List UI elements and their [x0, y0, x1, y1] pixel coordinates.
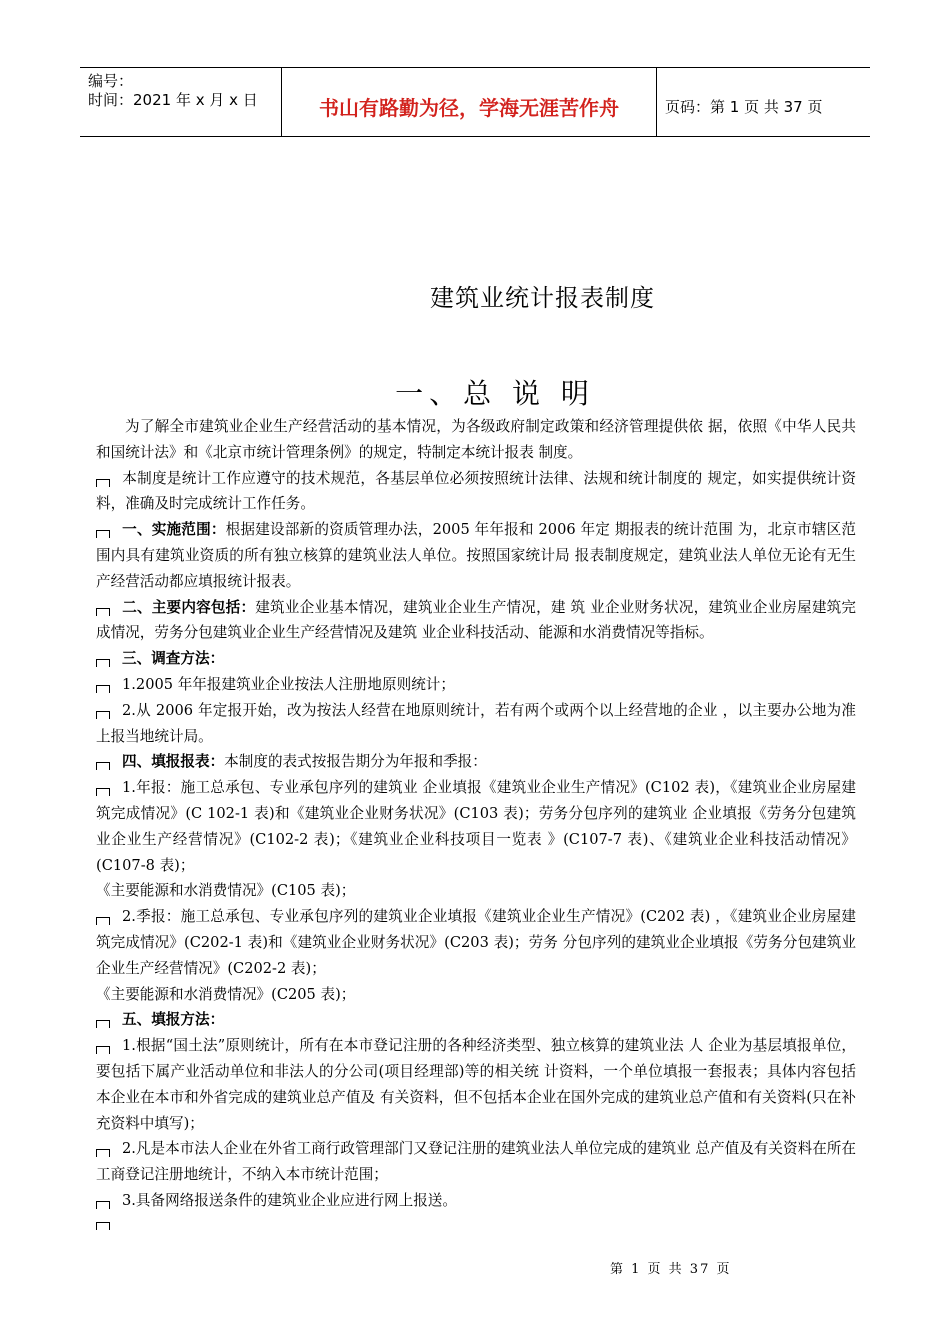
paragraph-marker-icon	[96, 608, 110, 616]
paragraph-marker-icon	[96, 685, 110, 693]
header-motto: 书山有路勤为径，学海无涯苦作舟	[282, 68, 657, 136]
paragraph-label: 二、主要内容包括：	[122, 598, 256, 616]
paragraph-text: 2.季报：施工总承包、专业承包序列的建筑业企业填报《建筑业企业生产情况》(C202 表) ，《建筑业企业房屋建筑完成情况》(C202-1 表)和《建筑业企业财务状况》(C203 表)；劳务 分包序列的建筑业企业填报《劳务分包建筑业企业生产经营情况》(C202-2 表)；	[96, 908, 856, 977]
paragraph	[96, 904, 856, 981]
paragraph-text: 1.年报：施工总承包、专业承包序列的建筑业 企业填报《建筑业企业生产情况》(C102 表)，《建筑业企业房屋建筑完成情况》(C 102-1 表)和《建筑业企业财务状况》(C103 表)；劳务分包序列的建筑业 企业填报《劳务分包建筑业企业生产经营情况》(C102-2 表)；《建筑业企业科技项目一览表 》(C107-7 表)、《建筑业企业科技活动情况》(C107-8 表)；	[96, 779, 856, 874]
paragraph-marker-icon	[96, 1201, 110, 1209]
header-meta	[80, 68, 282, 136]
paragraph-label: 三、调查方法：	[122, 650, 225, 668]
document-title: 建筑业统计报表制度	[430, 284, 655, 312]
paragraph	[96, 1188, 856, 1214]
paragraph-text: 建筑业企业基本情况，建筑业企业生产情况，建 筑 业企业财务状况，建筑业企业房屋建筑完成情况，劳务分包建筑业企业生产经营情况及建筑 业企业科技活动、能源和水消费情况等指标。	[96, 598, 856, 642]
page-footer: 第 1 页 共 37 页	[610, 1262, 732, 1277]
paragraph-marker-icon	[96, 1046, 110, 1054]
paragraph	[96, 466, 856, 518]
paragraph-label: 五、填报方法：	[122, 1011, 225, 1029]
paragraph	[96, 1136, 856, 1188]
paragraph-marker-icon	[96, 711, 110, 719]
paragraph	[96, 517, 856, 594]
paragraph	[96, 1007, 856, 1033]
paragraph-text: 3.具备网络报送条件的建筑业企业应进行网上报送。	[122, 1191, 457, 1209]
paragraph	[96, 698, 856, 750]
document-number-label: 编号：	[88, 72, 134, 90]
page-header	[80, 67, 870, 137]
paragraph	[96, 749, 856, 775]
paragraph-text: 2.从 2006 年定报开始，改为按法人经营在地原则统计，若有两个或两个以上经营地的企业 ，以主要办公地为准上报当地统计局。	[96, 701, 856, 745]
paragraph	[96, 775, 856, 878]
paragraph	[96, 595, 856, 647]
paragraph-text: 2.凡是本市法人企业在外省工商行政管理部门又登记注册的建筑业法人单位完成的建筑业 总产值及有关资料在所在工商登记注册地统计，不纳入本市统计范围；	[96, 1140, 856, 1184]
paragraph-label: 四、填报报表：	[122, 753, 225, 771]
document-body	[96, 414, 856, 1214]
paragraph-text: 1.2005 年年报建筑业企业按法人注册地原则统计；	[122, 675, 455, 693]
paragraph	[96, 414, 856, 466]
paragraph-text: 本制度的表式按报告期分为年报和季报：	[224, 753, 487, 771]
paragraph-marker-icon	[96, 530, 110, 538]
paragraph-text: 根据建设部新的资质管理办法，2005 年年报和 2006 年定 期报表的统计范围 为，北京市辖区范围内具有建筑业资质的所有独立核算的建筑业法人单位。按照国家统计局 报表制度规定，建筑业法人单位无论有无生产经营活动都应填报统计报表。	[96, 521, 856, 590]
paragraph-marker-icon	[96, 659, 110, 667]
paragraph	[96, 878, 856, 904]
paragraph-marker-icon	[96, 1222, 110, 1230]
paragraph-text: 《主要能源和水消费情况》(C105 表)；	[96, 882, 356, 900]
paragraph-text: 为了解全市建筑业企业生产经营活动的基本情况，为各级政府制定政策和经济管理提供依 据，依照《中华人民共和国统计法》和《北京市统计管理条例》的规定，特制定本统计报表 制度。	[96, 418, 856, 461]
header-page-code: 页码：第 1 页 共 37 页	[665, 97, 823, 116]
paragraph	[96, 646, 856, 672]
paragraph-marker-icon	[96, 788, 110, 796]
paragraph-label: 一、实施范围：	[122, 521, 226, 539]
paragraph	[96, 982, 856, 1008]
paragraph	[96, 672, 856, 698]
document-time: 时间：2021 年 x 月 x 日	[88, 91, 258, 109]
paragraph	[96, 1033, 856, 1136]
paragraph-marker-icon	[96, 917, 110, 925]
paragraph-text: 《主要能源和水消费情况》(C205 表)；	[96, 985, 356, 1003]
paragraph-text: 1.根据“国土法”原则统计，所有在本市登记注册的各种经济类型、独立核算的建筑业法 人 企业为基层填报单位，要包括下属产业活动单位和非法人的分公司(项目经理部)等的相关统 计资料，一个单位填报一套报表；具体内容包括本企业在本市和外省完成的建筑业总产值及 有关资料，但不包括本企业在国外完成的建筑业总产值和有关资料(只在补充资料中填写)；	[96, 1037, 856, 1132]
section-heading: 一、总 说 明	[395, 377, 595, 410]
paragraph-marker-icon	[96, 1149, 110, 1157]
paragraph-marker-icon	[96, 762, 110, 770]
paragraph-marker-icon	[96, 1020, 110, 1028]
paragraph-marker-icon	[96, 479, 110, 487]
paragraph-text: 本制度是统计工作应遵守的技术规范，各基层单位必须按照统计法律、法规和统计制度的 规定，如实提供统计资料，准确及时完成统计工作任务。	[96, 469, 856, 513]
